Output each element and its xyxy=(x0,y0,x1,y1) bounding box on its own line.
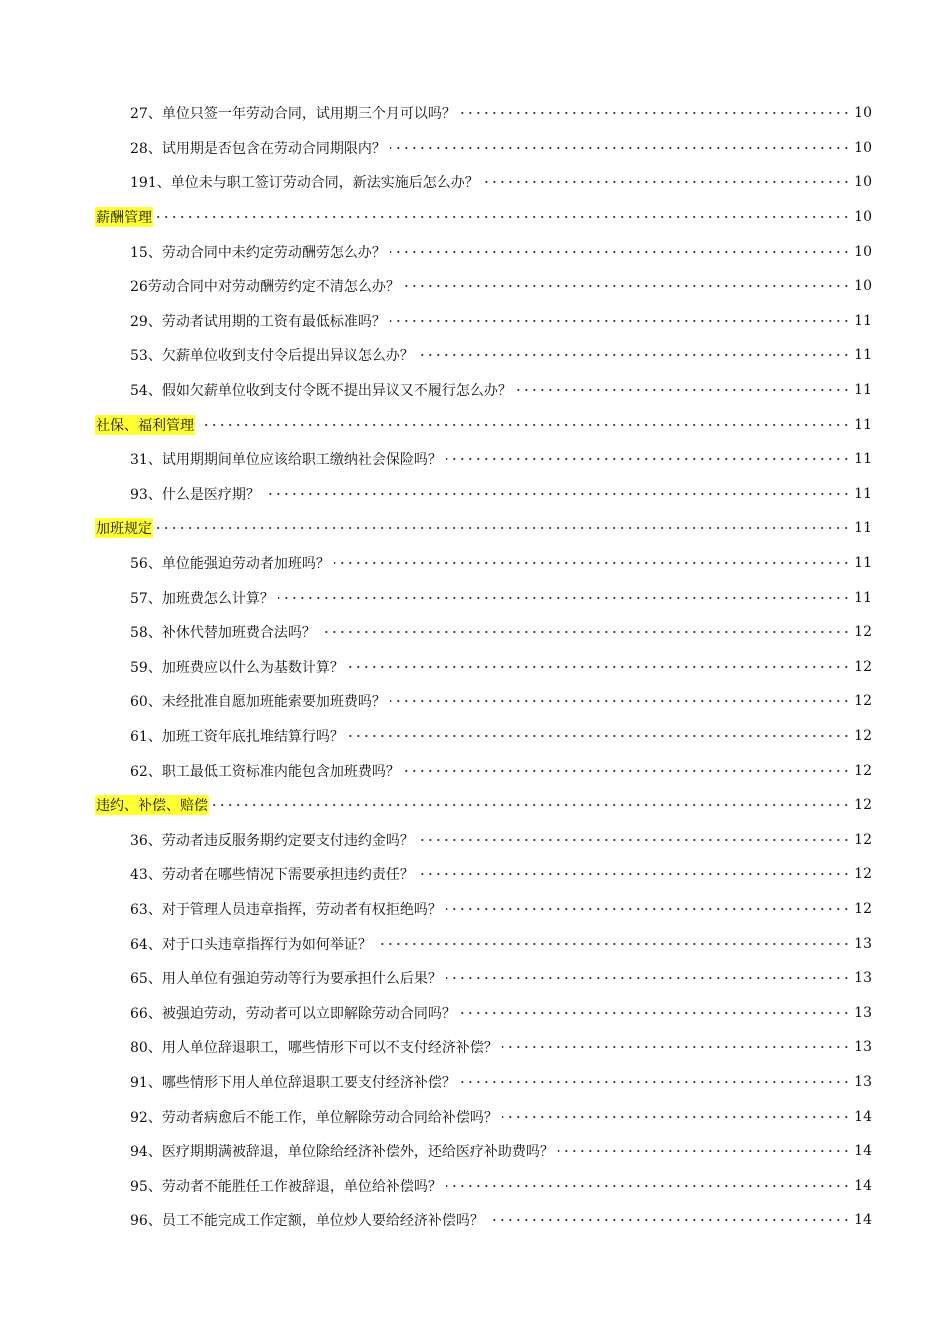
toc-entry[interactable] xyxy=(0,1065,950,1100)
page-number: 13 xyxy=(854,935,872,952)
dot-leader xyxy=(348,650,850,685)
dot-leader xyxy=(348,719,850,754)
dot-leader xyxy=(446,1168,850,1203)
dot-leader xyxy=(157,200,850,235)
page-number: 13 xyxy=(854,970,872,987)
toc-entry-title xyxy=(95,795,209,815)
toc-entry-title xyxy=(130,1176,442,1196)
entry-title: 64、对于口头违章指挥行为如何举证？ xyxy=(130,936,372,953)
toc-entry[interactable] xyxy=(0,892,950,927)
toc-entry[interactable] xyxy=(0,1203,950,1238)
section-title-highlighted: 违约、补偿、赔偿 xyxy=(95,795,209,815)
toc-entry-title xyxy=(130,726,344,746)
page-number: 11 xyxy=(854,485,872,502)
page-number: 12 xyxy=(854,866,872,883)
page-number: 12 xyxy=(854,727,872,744)
page-number: 14 xyxy=(854,1177,872,1194)
dot-leader xyxy=(483,165,850,200)
page-number: 11 xyxy=(854,312,872,329)
toc-entry-title xyxy=(130,761,400,781)
toc-entry-title xyxy=(130,1141,554,1161)
toc-entry[interactable] xyxy=(0,961,950,996)
toc-entry-title xyxy=(130,1210,484,1230)
page-number: 12 xyxy=(854,900,872,917)
dot-leader xyxy=(418,338,850,373)
page-number: 14 xyxy=(854,1212,872,1229)
section-title-highlighted: 加班规定 xyxy=(95,518,153,538)
page-number: 11 xyxy=(854,520,872,537)
entry-title: 36、劳动者违反服务期约定要支付违约金吗？ xyxy=(130,832,414,849)
table-of-contents xyxy=(0,96,950,1238)
entry-title: 53、欠薪单位收到支付令后提出异议怎么办？ xyxy=(130,348,414,365)
toc-entry-title xyxy=(130,657,344,677)
page-number: 12 xyxy=(854,831,872,848)
page-number: 13 xyxy=(854,1039,872,1056)
toc-entry-title xyxy=(130,1003,456,1023)
toc-entry[interactable] xyxy=(0,615,950,650)
toc-entry-title xyxy=(130,1072,456,1092)
toc-entry[interactable] xyxy=(0,1030,950,1065)
page-number: 12 xyxy=(854,762,872,779)
entry-title: 66、被强迫劳动，劳动者可以立即解除劳动合同吗？ xyxy=(130,1005,456,1022)
page-number: 12 xyxy=(854,658,872,675)
toc-entry-title xyxy=(130,103,456,123)
page-number: 12 xyxy=(854,693,872,710)
toc-entry-title xyxy=(130,934,372,954)
entry-title: 91、哪些情形下用人单位辞退职工要支付经济补偿？ xyxy=(130,1074,456,1091)
toc-entry[interactable] xyxy=(0,96,950,131)
entry-title: 80、用人单位辞退职工，哪些情形下可以不支付经济补偿？ xyxy=(130,1040,498,1057)
entry-title: 92、劳动者病愈后不能工作，单位解除劳动合同给补偿吗？ xyxy=(130,1109,498,1126)
entry-title: 95、劳动者不能胜任工作被辞退，单位给补偿吗？ xyxy=(130,1178,442,1195)
page-number: 11 xyxy=(854,589,872,606)
toc-entry-title xyxy=(130,968,442,988)
entry-title: 56、单位能强迫劳动者加班吗？ xyxy=(130,556,330,573)
entry-title: 31、试用期期间单位应该给职工缴纳社会保险吗？ xyxy=(130,452,442,469)
toc-section-heading[interactable] xyxy=(0,200,950,235)
toc-section-heading[interactable] xyxy=(0,788,950,823)
dot-leader xyxy=(334,546,850,581)
dot-leader xyxy=(558,1134,850,1169)
toc-entry-title xyxy=(130,691,386,711)
toc-entry-title xyxy=(130,1037,498,1057)
page-number: 10 xyxy=(854,209,872,226)
entry-title: 62、职工最低工资标准内能包含加班费吗？ xyxy=(130,763,400,780)
dot-leader xyxy=(488,1203,850,1238)
page-number: 11 xyxy=(854,382,872,399)
toc-entry[interactable] xyxy=(0,1134,950,1169)
page-number: 10 xyxy=(854,243,872,260)
toc-entry-title xyxy=(95,207,153,227)
toc-entry[interactable] xyxy=(0,165,950,200)
entry-title: 26劳动合同中对劳动酬劳约定不清怎么办？ xyxy=(130,279,400,296)
toc-entry-title xyxy=(130,311,386,331)
entry-title: 96、员工不能完成工作定额，单位炒人要给经济补偿吗？ xyxy=(130,1213,484,1230)
dot-leader xyxy=(390,304,850,339)
toc-entry[interactable] xyxy=(0,442,950,477)
page-number: 11 xyxy=(854,451,872,468)
dot-leader xyxy=(460,995,850,1030)
toc-entry[interactable] xyxy=(0,650,950,685)
toc-entry[interactable] xyxy=(0,926,950,961)
toc-entry-title xyxy=(130,553,330,573)
page-number: 11 xyxy=(854,555,872,572)
dot-leader xyxy=(446,892,850,927)
toc-entry-title xyxy=(130,172,479,192)
page-number: 10 xyxy=(854,278,872,295)
dot-leader xyxy=(264,477,850,512)
entry-title: 28、试用期是否包含在劳动合同期限内？ xyxy=(130,140,386,157)
dot-leader xyxy=(157,511,850,546)
toc-entry-title xyxy=(95,518,153,538)
dot-leader xyxy=(502,1099,850,1134)
toc-entry-title xyxy=(95,415,195,435)
toc-entry-title xyxy=(130,830,414,850)
toc-entry[interactable] xyxy=(0,719,950,754)
toc-entry-title xyxy=(130,380,512,400)
dot-leader xyxy=(460,1065,850,1100)
dot-leader xyxy=(376,926,850,961)
toc-entry[interactable] xyxy=(0,373,950,408)
toc-entry[interactable] xyxy=(0,580,950,615)
section-title-highlighted: 社保、福利管理 xyxy=(95,415,195,435)
entry-title: 59、加班费应以什么为基数计算？ xyxy=(130,659,344,676)
toc-section-heading[interactable] xyxy=(0,511,950,546)
dot-leader xyxy=(320,615,850,650)
toc-entry[interactable] xyxy=(0,131,950,166)
dot-leader xyxy=(460,96,850,131)
page-number: 14 xyxy=(854,1108,872,1125)
entry-title: 57、加班费怎么计算？ xyxy=(130,590,274,607)
entry-title: 61、加班工资年底扎堆结算行吗？ xyxy=(130,728,344,745)
entry-title: 54、假如欠薪单位收到支付令既不提出异议又不履行怎么办？ xyxy=(130,383,512,400)
page-number: 11 xyxy=(854,416,872,433)
toc-entry-title xyxy=(130,276,400,296)
toc-entry[interactable] xyxy=(0,1099,950,1134)
page-number: 10 xyxy=(854,105,872,122)
toc-entry[interactable] xyxy=(0,684,950,719)
page-number: 10 xyxy=(854,174,872,191)
toc-section-heading[interactable] xyxy=(0,407,950,442)
entry-title: 29、劳动者试用期的工资有最低标准吗？ xyxy=(130,313,386,330)
toc-entry-title xyxy=(130,622,316,642)
dot-leader xyxy=(502,1030,850,1065)
page-number: 10 xyxy=(854,139,872,156)
toc-entry[interactable] xyxy=(0,753,950,788)
dot-leader xyxy=(390,131,850,166)
page-number: 13 xyxy=(854,1073,872,1090)
toc-entry[interactable] xyxy=(0,857,950,892)
toc-entry-title xyxy=(130,345,414,365)
dot-leader xyxy=(516,373,850,408)
page-number: 12 xyxy=(854,624,872,641)
toc-entry-title xyxy=(130,864,414,884)
dot-leader xyxy=(199,407,850,442)
page-number: 12 xyxy=(854,797,872,814)
toc-entry-title xyxy=(130,899,442,919)
entry-title: 191、单位未与职工签订劳动合同，新法实施后怎么办？ xyxy=(130,175,479,192)
toc-entry-title xyxy=(130,242,386,262)
dot-leader xyxy=(213,788,850,823)
page-number: 11 xyxy=(854,347,872,364)
page-number: 13 xyxy=(854,1004,872,1021)
entry-title: 63、对于管理人员违章指挥，劳动者有权拒绝吗？ xyxy=(130,901,442,918)
toc-entry[interactable] xyxy=(0,304,950,339)
toc-entry[interactable] xyxy=(0,995,950,1030)
section-title-highlighted: 薪酬管理 xyxy=(95,207,153,227)
dot-leader xyxy=(404,269,850,304)
dot-leader xyxy=(390,234,850,269)
toc-entry[interactable] xyxy=(0,546,950,581)
dot-leader xyxy=(390,684,850,719)
dot-leader xyxy=(404,753,850,788)
dot-leader xyxy=(446,961,850,996)
toc-entry-title xyxy=(130,138,386,158)
entry-title: 93、什么是医疗期？ xyxy=(130,486,260,503)
toc-entry[interactable] xyxy=(0,234,950,269)
entry-title: 27、单位只签一年劳动合同，试用期三个月可以吗？ xyxy=(130,106,456,123)
entry-title: 15、劳动合同中未约定劳动酬劳怎么办？ xyxy=(130,244,386,261)
dot-leader xyxy=(446,442,850,477)
dot-leader xyxy=(418,857,850,892)
toc-entry-title xyxy=(130,484,260,504)
entry-title: 94、医疗期期满被辞退，单位除给经济补偿外，还给医疗补助费吗？ xyxy=(130,1144,554,1161)
toc-entry-title xyxy=(130,588,274,608)
toc-entry[interactable] xyxy=(0,338,950,373)
toc-entry[interactable] xyxy=(0,822,950,857)
dot-leader xyxy=(418,822,850,857)
toc-entry-title xyxy=(130,449,442,469)
toc-entry-title xyxy=(130,1107,498,1127)
entry-title: 43、劳动者在哪些情况下需要承担违约责任？ xyxy=(130,867,414,884)
entry-title: 58、补休代替加班费合法吗？ xyxy=(130,625,316,642)
entry-title: 60、未经批准自愿加班能索要加班费吗？ xyxy=(130,694,386,711)
toc-entry[interactable] xyxy=(0,1168,950,1203)
dot-leader xyxy=(278,580,850,615)
toc-entry[interactable] xyxy=(0,269,950,304)
toc-entry[interactable] xyxy=(0,477,950,512)
entry-title: 65、用人单位有强迫劳动等行为要承担什么后果？ xyxy=(130,971,442,988)
page-number: 14 xyxy=(854,1143,872,1160)
